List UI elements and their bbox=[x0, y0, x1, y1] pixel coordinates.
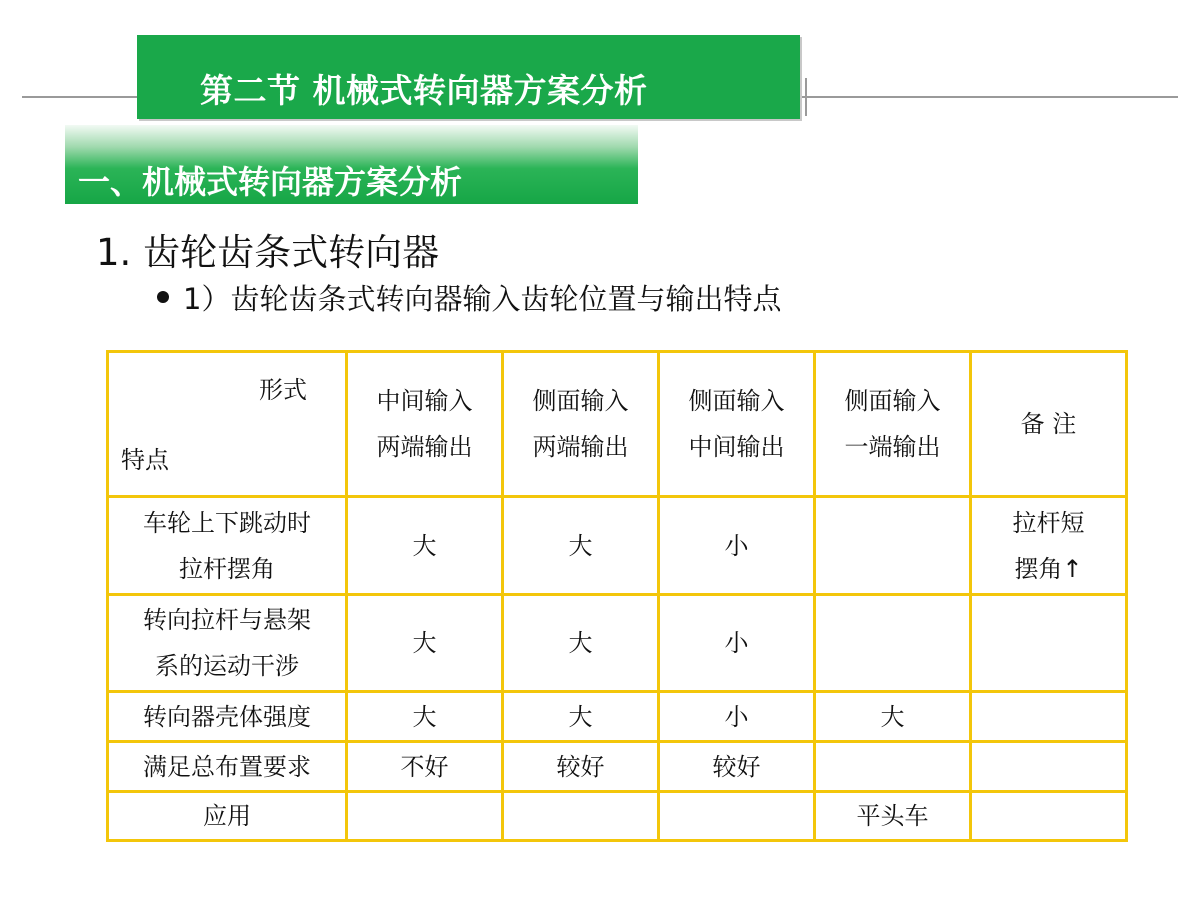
row-label: 车轮上下跳动时 拉杆摆角 bbox=[108, 497, 347, 595]
slide-title: 第二节 机械式转向器方案分析 bbox=[200, 71, 648, 110]
table-row bbox=[108, 497, 1127, 595]
table-cell: 小 bbox=[659, 692, 815, 742]
table-cell bbox=[971, 742, 1127, 792]
bullet-icon bbox=[157, 291, 169, 303]
table-cell bbox=[659, 792, 815, 841]
table-cell bbox=[971, 692, 1127, 742]
table-header-cell: 侧面输入 中间输出 bbox=[659, 352, 815, 497]
table-cell bbox=[815, 742, 971, 792]
table-cell-note: 拉杆短 摆角↑ bbox=[971, 497, 1127, 595]
table-cell: 大 bbox=[503, 692, 659, 742]
table-cell: 大 bbox=[347, 497, 503, 595]
corner-label-feature: 特点 bbox=[121, 446, 169, 474]
table-cell: 小 bbox=[659, 497, 815, 595]
heading-level-1: 1. 齿轮齿条式转向器 bbox=[96, 231, 440, 274]
section-title: 一、机械式转向器方案分析 bbox=[78, 163, 463, 201]
table-cell: 大 bbox=[815, 692, 971, 742]
table-cell: 大 bbox=[503, 497, 659, 595]
table-header-cell: 中间输入 两端输出 bbox=[347, 352, 503, 497]
table-header-row bbox=[108, 352, 1127, 497]
table-row bbox=[108, 792, 1127, 841]
table-header-cell-notes: 备 注 bbox=[971, 352, 1127, 497]
table-corner-cell bbox=[108, 352, 347, 497]
table-cell: 较好 bbox=[659, 742, 815, 792]
table-cell bbox=[815, 497, 971, 595]
row-label: 应用 bbox=[108, 792, 347, 841]
table-cell bbox=[347, 792, 503, 841]
table-cell: 大 bbox=[503, 595, 659, 692]
table-cell bbox=[503, 792, 659, 841]
heading-level-2 bbox=[157, 277, 781, 318]
table-header-cell: 侧面输入 一端输出 bbox=[815, 352, 971, 497]
table-cell bbox=[971, 595, 1127, 692]
table-row bbox=[108, 692, 1127, 742]
table-cell bbox=[971, 792, 1127, 841]
header-divider-tick bbox=[805, 78, 807, 116]
table-cell: 小 bbox=[659, 595, 815, 692]
comparison-table bbox=[106, 350, 1128, 842]
corner-label-form: 形式 bbox=[259, 376, 307, 404]
table-cell bbox=[815, 595, 971, 692]
table-cell: 不好 bbox=[347, 742, 503, 792]
row-label: 转向拉杆与悬架 系的运动干涉 bbox=[108, 595, 347, 692]
table-cell: 大 bbox=[347, 692, 503, 742]
table-cell: 平头车 bbox=[815, 792, 971, 841]
row-label: 满足总布置要求 bbox=[108, 742, 347, 792]
table-cell: 较好 bbox=[503, 742, 659, 792]
table-header-cell: 侧面输入 两端输出 bbox=[503, 352, 659, 497]
row-label: 转向器壳体强度 bbox=[108, 692, 347, 742]
table-row bbox=[108, 742, 1127, 792]
table-cell: 大 bbox=[347, 595, 503, 692]
heading-level-2-text: 1）齿轮齿条式转向器输入齿轮位置与输出特点 bbox=[183, 282, 782, 316]
table-row bbox=[108, 595, 1127, 692]
